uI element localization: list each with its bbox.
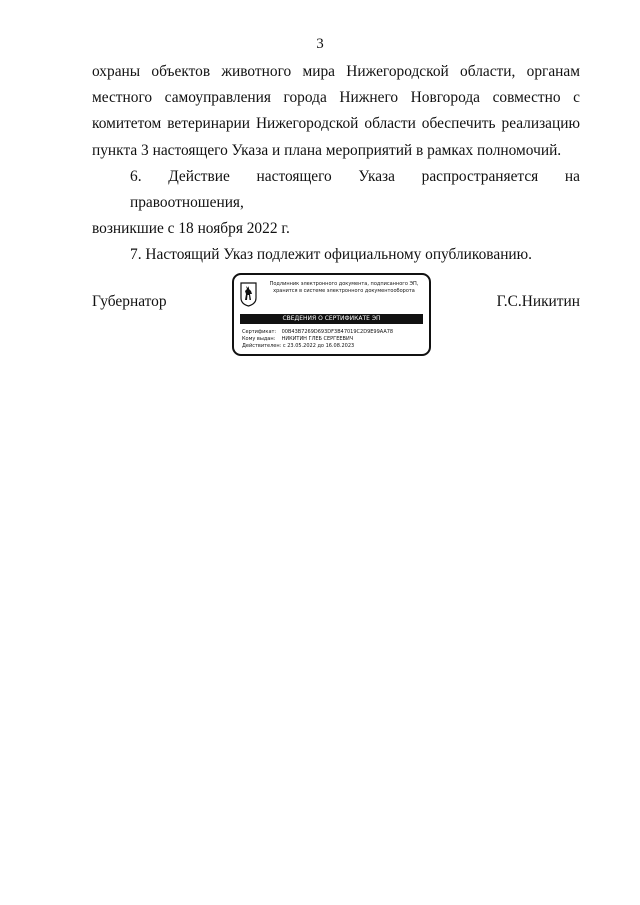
ep-notice-line: хранится в системе электронного документооборота [273,288,415,294]
text-line: возникшие с 18 ноября 2022 г. [92,220,290,238]
ep-valid-value: с 23.05.2022 до 16.08.2023 [282,343,355,349]
electronic-signature-stamp [232,273,431,356]
text-line: местного самоуправления города Нижнего Новгорода совместно с [92,89,580,107]
paragraph-6 [92,164,580,243]
text-line: комитетом ветеринарии Нижегородской области обеспечить реализацию [92,115,580,133]
ep-notice-line: Подлинник электронного документа, подписанного ЭП, [269,281,419,287]
ep-valid-row [242,343,393,350]
ep-issued-row [242,336,393,343]
ep-certificate-info [242,329,393,350]
ep-cert-label: Сертификат: [242,329,277,335]
coat-of-arms-icon [240,282,257,307]
ep-issued-label: Кому выдан: [242,336,276,342]
signer-name: Г.С.Никитин [496,293,580,310]
text-line: 6. Действие настоящего Указа распространяется на правоотношения, [130,167,580,212]
paragraph-continuation [92,59,580,164]
ep-cert-row [242,329,393,336]
ep-notice [261,281,427,295]
ep-issued-value: НИКИТИН ГЛЕБ СЕРГЕЕВИЧ [281,336,354,342]
document-body [92,59,580,269]
ep-cert-value: 00B43B7269D693DF3B47019C2D9E99AA78 [281,329,394,335]
signer-title: Губернатор [92,293,167,310]
text-line: пункта 3 настоящего Указа и плана мероприятий в рамках полномочий. [92,141,562,159]
page-number: 3 [316,36,324,52]
ep-header: СВЕДЕНИЯ О СЕРТИФИКАТЕ ЭП [240,314,423,324]
ep-valid-label: Действителен: [242,343,282,349]
paragraph-7 [92,242,580,268]
text-line: 7. Настоящий Указ подлежит официальному опубликованию. [130,246,533,264]
text-line: охраны объектов животного мира Нижегородской области, органам [92,63,580,80]
